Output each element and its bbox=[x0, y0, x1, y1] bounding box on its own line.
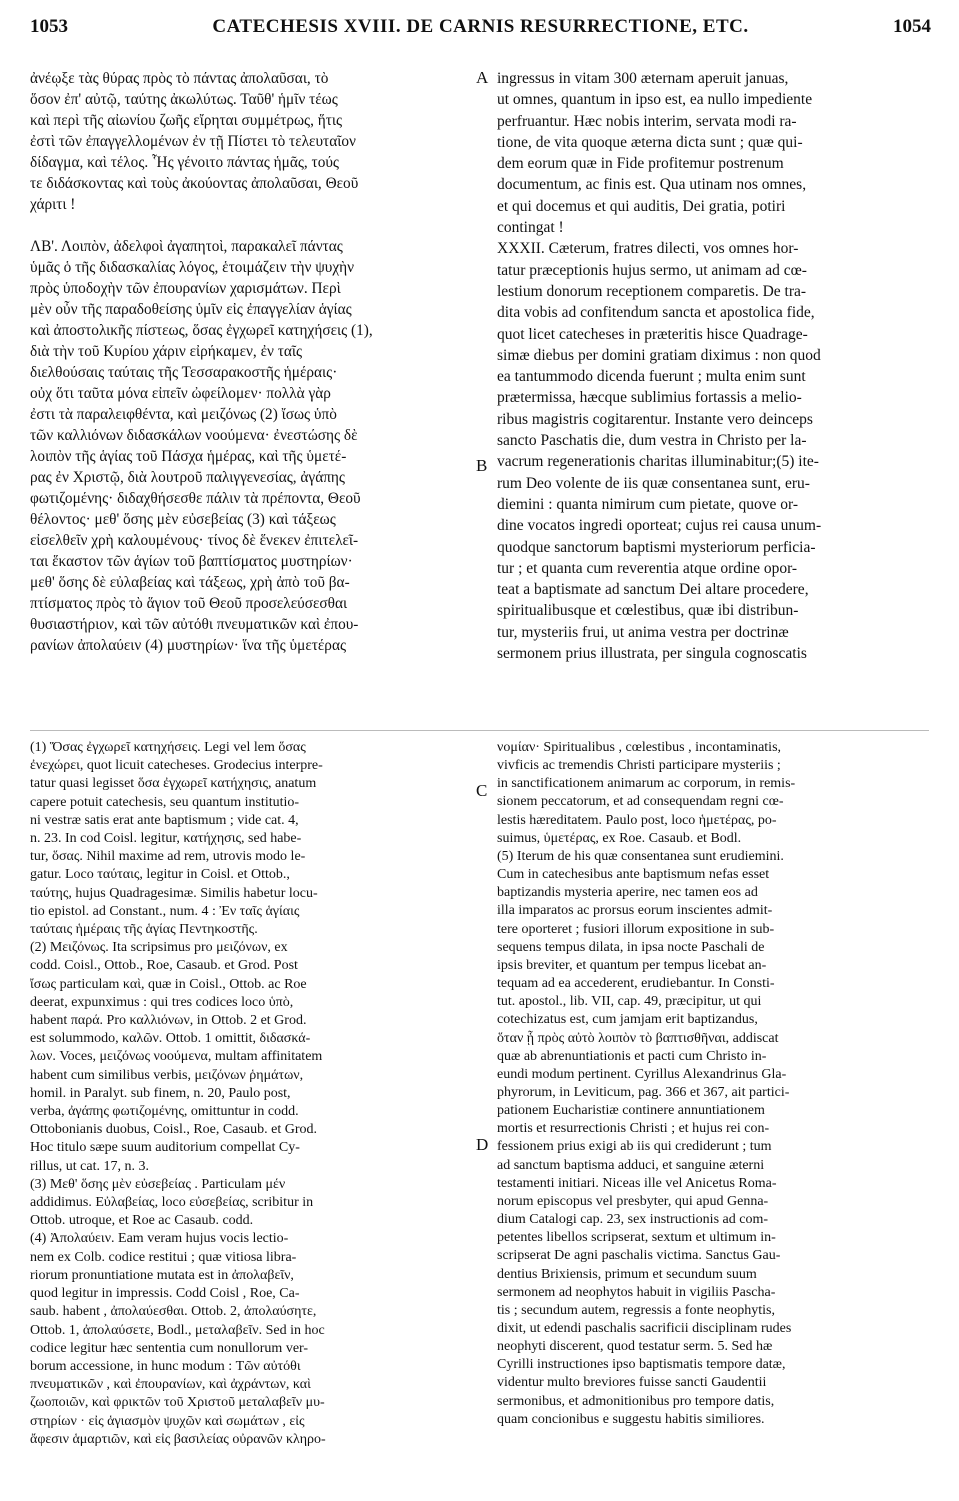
footnotes-right-column: νομίαν· Spiritualibus , cœlestibus , incontaminatis, vivficis ac tremendis Christi participare mysteriis ; in sanctificationem animarum ac corporum, in remis- sionem peccatorum, et ad consequendam regni cœ- lestis hæreditatem. Paulo post, loco ἡμετέρας, po- suimus, ὑμετέρας, ex Roe. Casaub. et Bodl. (5) Iterum de his quæ consentanea sunt erudiemini. Cum in catechesibus ante baptismum nefas esset baptizandis mysteria aperire, nec tamen eos ad illa imparatos ac prorsus eorum inscientes admit- tere oporteret ; fusiori illorum expositione in sub- sequens tempus dilata, in ipsa nocte Paschali de ipsis breviter, et quantum per tempus licebat an- tequam ad ea accederent, erudiebantur. In Consti- tut. apostol., lib. VII, cap. 49, præcipitur, ut qui cotechizatus est, cum jamjam erit baptizandus, ὅταν ᾖ πρὸς αὐτὸ λοιπὸν τὸ βαπτισθῆναι, addiscat quæ ab abrenuntiationis et pacti cum Christo in- eundi modum pertinent. Cyrillus Alexandrinus Gla- phyrorum, in Leviticum, pag. 366 et 367, ait partici- pationem Eucharistiæ continere annuntiationem mortis et resurrectionis Christi ; et hujus rei con- fessionem prius exigi ab iis qui crediderunt ; tum ad sanctum baptisma adduci, et sanguine æterni testamenti initiari. Niceas ille vel Anicetus Roma- norum episcopus vel presbyter, qui apud Genna- dium Catalogi cap. 23, sex instructionis ad com- petentes libellos scripserat, sextum et ultimum in- scripserat De agni paschalis victima. Sanctus Gau- dentius Brixiensis, primum et secundum suum sermonem ad neophytos habuit in vigiliis Pascha- tis ; secundum autem, regressis a fonte neophytis, dixit, ut edendi paschalis sacrificii disciplinam rudes neophyti discerent, quod testatur serm. 5. Sed hæ Cyrilli instructiones ipso baptismatis tempore datæ, videntur multo breviores fuisse sancti Gaudentii sermonibus, et admonitionibus pro tempore datis, quam concionibus e suggestu habitis similiores. bbox=[497, 740, 796, 1427]
running-header bbox=[30, 8, 931, 46]
footnotes-left-column: (1) Ὅσας ἐγχωρεῖ κατηχήσεις. Legi vel lem ὅσας ἐνεχώρει, quot licuit catecheses. Grodecius interpre- tatur quasi legisset ὅσα ἐγχωρεῖ κατήχησις, anatum capere potuit catechesis, seu quantum institutio- ni vestræ satis erat ante baptismum ; vide cat. 4, n. 23. In cod Coisl. legitur, κατήχησις, sed habe- tur, ὅσας. Nihil maxime ad rem, utrovis modo le- gatur. Loco ταύταις, legitur in Coisl. et Ottob., ταύτης, hujus Quadragesimæ. Similis habetur locu- tio epistol. ad Constant., num. 4 : Ἐν ταῖς ἁγίαις ταύταις ἡμέραις τῆς ἁγίας Πεντηκοστῆς. (2) Μειζόνως. Ita scripsimus pro μειζόνων, ex codd. Coisl., Ottob., Roe, Casaub. et Grod. Post ἴσως particulam καὶ, quæ in Coisl., Ottob. ac Roe deerat, expunximus : qui tres codices loco ὑπὸ, habent παρά. Pro καλλιόνων, in Ottob. 2 et Grod. est solummodo, καλῶν. Ottob. 1 omittit, διδασκά- λων. Voces, μειζόνως νοούμενα, multam affinitatem habent cum similibus verbis, μειζόνων ῥημάτων, homil. in Paralyt. sub finem, n. 20, Paulo post, verba, ἀγάπης φωτιζομένης, omittuntur in codd. Ottobonianis duobus, Coisl., Roe, Casaub. et Grod. Hoc titulo sæpe suum auditorium compellat Cy- rillus, ut cat. 17, n. 3. (3) Μεθ' ὅσης μὲν εὐσεβείας . Particulam μέν addidimus. Εὐλαβείας, loco εὐσεβείας, scribitur in Ottob. utroque, et Roe ac Casaub. codd. (4) Ἀπολαύειν. Eam veram hujus vocis lectio- nem ex Colb. codice restitui ; quæ vitiosa libra- riorum pronuntiatione mutata est in ἀπολαβεῖν, quod legitur in impressis. Codd Coisl , Roe, Ca- saub. habent , ἀπολαύεσθαι. Ottob. 2, ἀπολαύσητε, Ottob. 1, ἀπολαύσετε, Bodl., μεταλαβεῖν. Sed in hoc codice legitur hæc sententia cum nonullorum ver- borum accessione, in hunc modum : Τῶν αὐτόθι πνευματικῶν , καὶ ἐπουρανίων, καὶ ἀχράντων, καὶ ζωοποιῶν, καὶ φρικτῶν τοῦ Χριστοῦ μεταλαβεῖν μυ- στηρίων · εἰς ἁγιασμὸν ψυχῶν καὶ σωμάτων , εἰς ἄφεσιν ἁμαρτιῶν, καὶ εἰς βασιλείας οὐρανῶν κληρο- bbox=[30, 740, 326, 1447]
page-number-right: 1054 bbox=[893, 16, 931, 37]
latin-column-text: ingressus in vitam 300 æternam aperuit januas, ut omnes, quantum in ipso est, ea nullo impediente perfruantur. Hæc nobis interim, servata modi ra- tione, de vita quoque æterna dicta sunt ; quæ qui- dem eorum quæ in Fide profitemur postrenum documentum, ac finis est. Qua utinam nos omnes, et qui docemus et qui auditis, Dei gratia, potiri contingat ! XXXII. Cæterum, fratres dilecti, vos omnes hor- tatur præceptionis hujus sermo, ut animam ad cœ- lestium donorum receptionem comparetis. De tra- dita vobis ad confitendum sancta et apostolica fide, quot licet catecheses in præteritis hisce Quadrage- simæ diebus per domini gratiam diximus : non quod ea tantummodo dicenda fuerunt ; multa enim sunt prætermissa, hæcque sublimius fortassis a melio- ribus magistris cogitarentur. Instante vero deinceps sancto Paschatis die, dum vestra in Christo per la- vacrum regenerationis charitas illuminabitur;(5) ite- rum Deo volente de iis quæ consentanea sunt, eru- diemini : quanta nimirum cum pietate, quove or- dine vocatos ingredi oporteat; cujus rei causa unum- quodque sanctorum baptismi mysteriorum perficia- tur ; et quanta cum reverentia atque ordine opor- teat a baptismate ad sanctum Dei altare procedere, spiritualibusque et cœlestibus, quæ ibi distribun- tur, mysteriis frui, ut anima vestra per doctrinæ sermonem prius illustrata, per singula cognoscatis bbox=[497, 70, 822, 663]
margin-marker-b: B bbox=[476, 456, 488, 475]
page-number-left: 1053 bbox=[30, 16, 68, 37]
margin-marker-d: D bbox=[476, 1135, 489, 1154]
margin-marker-c: C bbox=[476, 781, 488, 800]
greek-column-text: ἀνέῳξε τὰς θύρας πρὸς τὸ πάντας ἀπολαῦσαι, τὸ ὅσον ἐπ' αὐτῷ, ταύτης ἀκωλύτως. Ταῦθ' ἡμῖν τέως καὶ περὶ τῆς αἰωνίου ζωῆς εἴρηται συμμέτρως, ἥτις ἐστὶ τῶν ἐπαγγελλομένων ἐν τῇ Πίστει τὸ τελευταῖον δίδαγμα, καὶ τέλος. Ἧς γένοιτο πάντας ἡμᾶς, τούς τε διδάσκοντας καὶ τοὺς ἀκούοντας ἀπολαῦσαι, Θεοῦ χάριτι ! ΛΒ'. Λοιπὸν, ἀδελφοὶ ἀγαπητοὶ, παρακαλεῖ πάντας ὑμᾶς ὁ τῆς διδασκαλίας λόγος, ἑτοιμάζειν τὴν ψυχὴν πρὸς ὑποδοχὴν τῶν ἐπουρανίων χαρισμάτων. Περὶ μὲν οὖν τῆς παραδοθείσης ὑμῖν εἰς ἐπαγγελίαν ἁγίας καὶ ἀποστολικῆς πίστεως, ὅσας ἐγχωρεῖ κατηχήσεις (1), διὰ τὴν τοῦ Κυρίου χάριν εἰρήκαμεν, ἐν ταῖς διελθούσαις ταύταις τῆς Τεσσαρακοστῆς ἡμέραις· οὐχ ὅτι ταῦτα μόνα εἰπεῖν ὠφείλομεν· πολλὰ γὰρ ἐστι τὰ παραλειφθέντα, καὶ μειζόνως (2) ἴσως ὑπὸ τῶν καλλιόνων διδασκάλων νοούμενα· ἐνεστώσης δὲ λοιπὸν τῆς ἁγίας τοῦ Πάσχα ἡμέρας, καὶ τῆς ὑμετέ- ρας ἐν Χριστῷ, διὰ λουτροῦ παλιγγενεσίας, ἀγάπης φωτιζομένης· διδαχθήσεσθε πάλιν τὰ πρέποντα, Θεοῦ θέλοντος· μεθ' ὅσης μὲν εὐσεβείας (3) καὶ τάξεως εἰσελθεῖν χρὴ καλουμένους· τίνος δὲ ἕνεκεν ἐπιτελεῖ- ται ἕκαστον τῶν ἁγίων τοῦ βαπτίσματος μυστηρίων· μεθ' ὅσης δὲ εὐλαβείας καὶ τάξεως, χρὴ ἀπὸ τοῦ βα- πτίσματος πρὸς τὸ ἅγιον τοῦ Θεοῦ προσελεύσεσθαι θυσιαστήριον, καὶ τῶν αὐτόθι πνευματικῶν καὶ ἐπου- ρανίων ἀπολαύειν (4) μυστηρίων· ἵνα τῆς ὑμετέρας bbox=[30, 70, 373, 654]
margin-marker-a: A bbox=[476, 68, 489, 87]
running-title: CATECHESIS XVIII. DE CARNIS RESURRECTIONE, ETC. bbox=[212, 16, 749, 37]
footnote-separator bbox=[30, 730, 929, 731]
